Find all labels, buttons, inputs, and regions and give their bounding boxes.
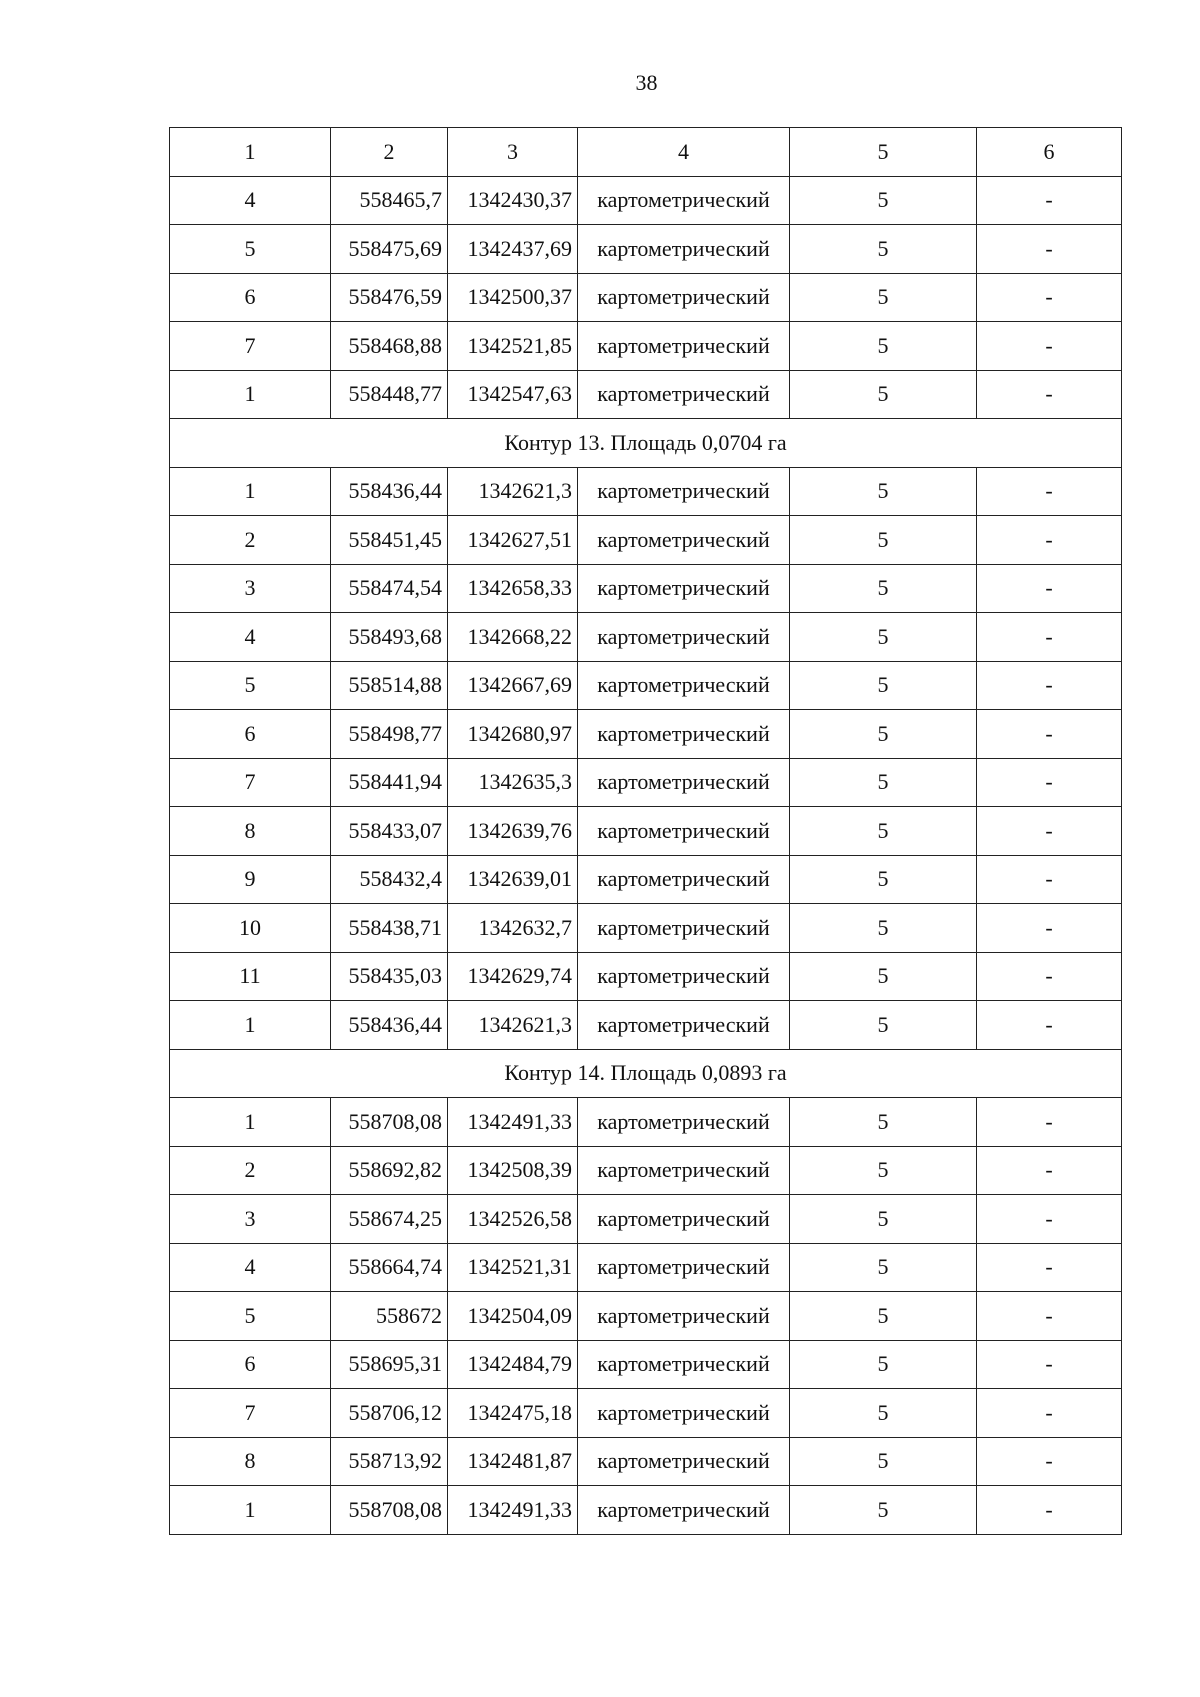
table-row xyxy=(170,225,1122,274)
accuracy-cell: 5 xyxy=(790,710,977,759)
note-cell: - xyxy=(977,661,1122,710)
y-coordinate-cell: 1342629,74 xyxy=(448,952,578,1001)
point-number-cell: 5 xyxy=(170,661,331,710)
note-cell: - xyxy=(977,370,1122,419)
note-cell: - xyxy=(977,176,1122,225)
point-number-cell: 9 xyxy=(170,855,331,904)
note-cell: - xyxy=(977,1389,1122,1438)
y-coordinate-cell: 1342621,3 xyxy=(448,467,578,516)
x-coordinate-cell: 558674,25 xyxy=(331,1195,448,1244)
page-number: 38 xyxy=(635,70,658,95)
table-row xyxy=(170,467,1122,516)
method-cell: картометрический xyxy=(578,1486,790,1535)
method-cell: картометрический xyxy=(578,322,790,371)
point-number-cell: 4 xyxy=(170,613,331,662)
table-row xyxy=(170,807,1122,856)
table-row xyxy=(170,1001,1122,1050)
x-coordinate-cell: 558474,54 xyxy=(331,564,448,613)
table-row xyxy=(170,1098,1122,1147)
x-coordinate-cell: 558713,92 xyxy=(331,1437,448,1486)
accuracy-cell: 5 xyxy=(790,1195,977,1244)
x-coordinate-cell: 558708,08 xyxy=(331,1486,448,1535)
note-cell: - xyxy=(977,613,1122,662)
x-coordinate-cell: 558435,03 xyxy=(331,952,448,1001)
table-row xyxy=(170,904,1122,953)
y-coordinate-cell: 1342658,33 xyxy=(448,564,578,613)
y-coordinate-cell: 1342639,76 xyxy=(448,807,578,856)
section-title: Контур 13. Площадь 0,0704 га xyxy=(170,419,1122,468)
table-row xyxy=(170,564,1122,613)
method-cell: картометрический xyxy=(578,758,790,807)
accuracy-cell: 5 xyxy=(790,1292,977,1341)
method-cell: картометрический xyxy=(578,1340,790,1389)
point-number-cell: 3 xyxy=(170,564,331,613)
accuracy-cell: 5 xyxy=(790,613,977,662)
point-number-cell: 6 xyxy=(170,710,331,759)
accuracy-cell: 5 xyxy=(790,758,977,807)
x-coordinate-cell: 558695,31 xyxy=(331,1340,448,1389)
table-row xyxy=(170,1389,1122,1438)
y-coordinate-cell: 1342500,37 xyxy=(448,273,578,322)
table-body xyxy=(170,128,1122,1535)
note-cell: - xyxy=(977,1340,1122,1389)
accuracy-cell: 5 xyxy=(790,1098,977,1147)
y-coordinate-cell: 1342627,51 xyxy=(448,516,578,565)
header-row xyxy=(170,128,1122,177)
table-row xyxy=(170,613,1122,662)
note-cell: - xyxy=(977,1243,1122,1292)
note-cell: - xyxy=(977,516,1122,565)
accuracy-cell: 5 xyxy=(790,1389,977,1438)
x-coordinate-cell: 558432,4 xyxy=(331,855,448,904)
note-cell: - xyxy=(977,225,1122,274)
accuracy-cell: 5 xyxy=(790,855,977,904)
accuracy-cell: 5 xyxy=(790,661,977,710)
note-cell: - xyxy=(977,322,1122,371)
accuracy-cell: 5 xyxy=(790,1437,977,1486)
x-coordinate-cell: 558476,59 xyxy=(331,273,448,322)
point-number-cell: 1 xyxy=(170,467,331,516)
method-cell: картометрический xyxy=(578,564,790,613)
y-coordinate-cell: 1342484,79 xyxy=(448,1340,578,1389)
method-cell: картометрический xyxy=(578,1389,790,1438)
point-number-cell: 11 xyxy=(170,952,331,1001)
header-cell-1: 1 xyxy=(170,128,331,177)
method-cell: картометрический xyxy=(578,225,790,274)
section-row xyxy=(170,1049,1122,1098)
point-number-cell: 7 xyxy=(170,758,331,807)
table-row xyxy=(170,661,1122,710)
point-number-cell: 8 xyxy=(170,1437,331,1486)
accuracy-cell: 5 xyxy=(790,1486,977,1535)
y-coordinate-cell: 1342491,33 xyxy=(448,1486,578,1535)
note-cell: - xyxy=(977,1292,1122,1341)
y-coordinate-cell: 1342635,3 xyxy=(448,758,578,807)
x-coordinate-cell: 558692,82 xyxy=(331,1146,448,1195)
table-row xyxy=(170,1292,1122,1341)
x-coordinate-cell: 558475,69 xyxy=(331,225,448,274)
note-cell: - xyxy=(977,1486,1122,1535)
y-coordinate-cell: 1342491,33 xyxy=(448,1098,578,1147)
x-coordinate-cell: 558706,12 xyxy=(331,1389,448,1438)
accuracy-cell: 5 xyxy=(790,370,977,419)
y-coordinate-cell: 1342621,3 xyxy=(448,1001,578,1050)
header-cell-2: 2 xyxy=(331,128,448,177)
method-cell: картометрический xyxy=(578,613,790,662)
accuracy-cell: 5 xyxy=(790,322,977,371)
accuracy-cell: 5 xyxy=(790,225,977,274)
table-row xyxy=(170,710,1122,759)
point-number-cell: 4 xyxy=(170,1243,331,1292)
note-cell: - xyxy=(977,855,1122,904)
table-row xyxy=(170,758,1122,807)
point-number-cell: 7 xyxy=(170,322,331,371)
y-coordinate-cell: 1342504,09 xyxy=(448,1292,578,1341)
method-cell: картометрический xyxy=(578,1098,790,1147)
method-cell: картометрический xyxy=(578,1001,790,1050)
note-cell: - xyxy=(977,1437,1122,1486)
header-cell-5: 5 xyxy=(790,128,977,177)
note-cell: - xyxy=(977,1098,1122,1147)
x-coordinate-cell: 558708,08 xyxy=(331,1098,448,1147)
x-coordinate-cell: 558498,77 xyxy=(331,710,448,759)
x-coordinate-cell: 558493,68 xyxy=(331,613,448,662)
accuracy-cell: 5 xyxy=(790,1243,977,1292)
accuracy-cell: 5 xyxy=(790,1146,977,1195)
table-row xyxy=(170,855,1122,904)
x-coordinate-cell: 558436,44 xyxy=(331,467,448,516)
point-number-cell: 3 xyxy=(170,1195,331,1244)
x-coordinate-cell: 558438,71 xyxy=(331,904,448,953)
point-number-cell: 8 xyxy=(170,807,331,856)
accuracy-cell: 5 xyxy=(790,516,977,565)
header-cell-3: 3 xyxy=(448,128,578,177)
note-cell: - xyxy=(977,1195,1122,1244)
method-cell: картометрический xyxy=(578,273,790,322)
x-coordinate-cell: 558672 xyxy=(331,1292,448,1341)
method-cell: картометрический xyxy=(578,1243,790,1292)
point-number-cell: 2 xyxy=(170,1146,331,1195)
x-coordinate-cell: 558664,74 xyxy=(331,1243,448,1292)
y-coordinate-cell: 1342430,37 xyxy=(448,176,578,225)
point-number-cell: 5 xyxy=(170,1292,331,1341)
method-cell: картометрический xyxy=(578,855,790,904)
y-coordinate-cell: 1342632,7 xyxy=(448,904,578,953)
point-number-cell: 1 xyxy=(170,370,331,419)
method-cell: картометрический xyxy=(578,467,790,516)
section-row xyxy=(170,419,1122,468)
accuracy-cell: 5 xyxy=(790,273,977,322)
x-coordinate-cell: 558514,88 xyxy=(331,661,448,710)
note-cell: - xyxy=(977,904,1122,953)
point-number-cell: 7 xyxy=(170,1389,331,1438)
note-cell: - xyxy=(977,758,1122,807)
note-cell: - xyxy=(977,273,1122,322)
x-coordinate-cell: 558448,77 xyxy=(331,370,448,419)
method-cell: картометрический xyxy=(578,1437,790,1486)
table-row xyxy=(170,273,1122,322)
note-cell: - xyxy=(977,1146,1122,1195)
table-row xyxy=(170,1146,1122,1195)
point-number-cell: 10 xyxy=(170,904,331,953)
point-number-cell: 6 xyxy=(170,273,331,322)
coordinates-table xyxy=(169,127,1122,1535)
note-cell: - xyxy=(977,807,1122,856)
method-cell: картометрический xyxy=(578,952,790,1001)
table-row xyxy=(170,952,1122,1001)
x-coordinate-cell: 558433,07 xyxy=(331,807,448,856)
y-coordinate-cell: 1342526,58 xyxy=(448,1195,578,1244)
x-coordinate-cell: 558468,88 xyxy=(331,322,448,371)
table-row xyxy=(170,516,1122,565)
method-cell: картометрический xyxy=(578,904,790,953)
header-cell-4: 4 xyxy=(578,128,790,177)
header-cell-6: 6 xyxy=(977,128,1122,177)
y-coordinate-cell: 1342521,31 xyxy=(448,1243,578,1292)
accuracy-cell: 5 xyxy=(790,564,977,613)
method-cell: картометрический xyxy=(578,176,790,225)
point-number-cell: 6 xyxy=(170,1340,331,1389)
x-coordinate-cell: 558451,45 xyxy=(331,516,448,565)
method-cell: картометрический xyxy=(578,661,790,710)
table-row xyxy=(170,322,1122,371)
x-coordinate-cell: 558465,7 xyxy=(331,176,448,225)
accuracy-cell: 5 xyxy=(790,1340,977,1389)
method-cell: картометрический xyxy=(578,1195,790,1244)
x-coordinate-cell: 558441,94 xyxy=(331,758,448,807)
table-row xyxy=(170,1340,1122,1389)
y-coordinate-cell: 1342475,18 xyxy=(448,1389,578,1438)
method-cell: картометрический xyxy=(578,710,790,759)
accuracy-cell: 5 xyxy=(790,904,977,953)
point-number-cell: 5 xyxy=(170,225,331,274)
y-coordinate-cell: 1342521,85 xyxy=(448,322,578,371)
point-number-cell: 1 xyxy=(170,1098,331,1147)
note-cell: - xyxy=(977,1001,1122,1050)
method-cell: картометрический xyxy=(578,807,790,856)
point-number-cell: 4 xyxy=(170,176,331,225)
note-cell: - xyxy=(977,952,1122,1001)
method-cell: картометрический xyxy=(578,516,790,565)
point-number-cell: 1 xyxy=(170,1001,331,1050)
table-row xyxy=(170,1486,1122,1535)
accuracy-cell: 5 xyxy=(790,176,977,225)
method-cell: картометрический xyxy=(578,1292,790,1341)
method-cell: картометрический xyxy=(578,1146,790,1195)
y-coordinate-cell: 1342437,69 xyxy=(448,225,578,274)
note-cell: - xyxy=(977,467,1122,516)
accuracy-cell: 5 xyxy=(790,952,977,1001)
section-title: Контур 14. Площадь 0,0893 га xyxy=(170,1049,1122,1098)
table-row xyxy=(170,1195,1122,1244)
accuracy-cell: 5 xyxy=(790,807,977,856)
point-number-cell: 1 xyxy=(170,1486,331,1535)
y-coordinate-cell: 1342508,39 xyxy=(448,1146,578,1195)
table-row xyxy=(170,1243,1122,1292)
y-coordinate-cell: 1342481,87 xyxy=(448,1437,578,1486)
point-number-cell: 2 xyxy=(170,516,331,565)
y-coordinate-cell: 1342668,22 xyxy=(448,613,578,662)
accuracy-cell: 5 xyxy=(790,1001,977,1050)
accuracy-cell: 5 xyxy=(790,467,977,516)
note-cell: - xyxy=(977,710,1122,759)
table-row xyxy=(170,370,1122,419)
note-cell: - xyxy=(977,564,1122,613)
table-row xyxy=(170,176,1122,225)
y-coordinate-cell: 1342680,97 xyxy=(448,710,578,759)
x-coordinate-cell: 558436,44 xyxy=(331,1001,448,1050)
y-coordinate-cell: 1342667,69 xyxy=(448,661,578,710)
method-cell: картометрический xyxy=(578,370,790,419)
y-coordinate-cell: 1342639,01 xyxy=(448,855,578,904)
table-row xyxy=(170,1437,1122,1486)
y-coordinate-cell: 1342547,63 xyxy=(448,370,578,419)
